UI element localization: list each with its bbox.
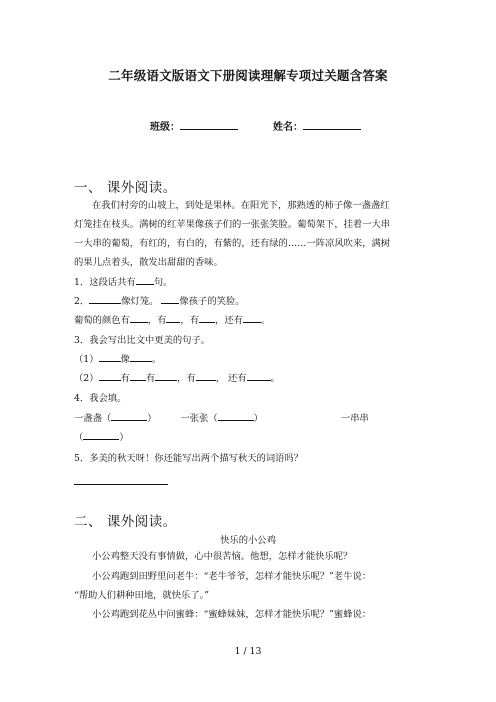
answer-blank[interactable]	[130, 314, 148, 323]
name-blank[interactable]	[303, 120, 361, 130]
passage-line: 小公鸡整天没有事情做，心中很苦恼。他想，怎样才能快乐呢？	[92, 551, 353, 562]
answer-line[interactable]	[74, 484, 168, 485]
q4-text: ）	[119, 432, 129, 443]
answer-blank[interactable]	[99, 372, 121, 381]
passage-line: 小公鸡跑到花丛中问蜜蜂：“蜜蜂妹妹，怎样才能快乐呢？”蜜蜂说：	[92, 609, 372, 620]
answer-blank[interactable]	[166, 314, 180, 323]
q2-text: ，有	[180, 315, 200, 326]
section-2-heading: 二、 课外阅读。	[74, 514, 177, 530]
q3-text: 有	[145, 373, 156, 384]
q4-text: ）	[147, 413, 157, 424]
q1-end: 句。	[153, 277, 173, 288]
answer-blank[interactable]	[130, 372, 146, 381]
question-3-1	[74, 353, 161, 366]
q1-text: 1．这段话共有	[74, 277, 136, 288]
q2-text: 像孩子的笑脸。	[179, 296, 245, 307]
answer-blank[interactable]	[247, 372, 271, 381]
answer-blank[interactable]	[111, 412, 147, 421]
passage-line: 小公鸡跑到田野里问老牛：“老牛爷爷，怎样才能快乐呢？”老牛说：	[92, 571, 372, 582]
question-2-colors	[74, 314, 270, 327]
q3-text: ，有	[177, 373, 196, 384]
q2-num: 2．	[74, 296, 90, 307]
q4-text: 一盏盏（	[74, 413, 112, 424]
q3-text: 有	[120, 373, 130, 384]
q3-text: 像	[120, 354, 130, 365]
answer-blank[interactable]	[130, 353, 152, 362]
answer-blank[interactable]	[218, 412, 254, 421]
question-1	[74, 276, 172, 289]
section-1-heading: 一、 课外阅读。	[74, 180, 177, 196]
question-4-items-cont	[74, 431, 129, 444]
passage-line: 的果儿点着头，散发出甜甜的香味。	[74, 257, 223, 268]
q2-text: ，有	[147, 315, 167, 326]
q2-text: 。	[260, 315, 271, 326]
page-number: 1 / 13	[234, 646, 262, 657]
answer-blank[interactable]	[243, 314, 261, 323]
question-3: 3．我会写出比文中更美的句子。	[74, 335, 211, 346]
name-label: 姓名：	[272, 122, 303, 133]
document-title: 二年级语文版语文下册阅读理解专项过关题含答案	[108, 68, 388, 83]
q2-text: 葡萄的颜色有	[74, 315, 130, 326]
q4-text: （	[74, 432, 84, 443]
answer-blank[interactable]	[161, 295, 179, 304]
answer-blank[interactable]	[155, 372, 177, 381]
q3-text: 。	[270, 373, 280, 384]
answer-blank[interactable]	[136, 276, 154, 285]
passage-line: 灯笼挂在枝头。满树的红苹果像孩子们的一张张笑脸。葡萄架下，挂着一大串	[74, 219, 391, 230]
passage-line: “帮助人们耕种田地，就快乐了。”	[74, 590, 210, 601]
answer-blank[interactable]	[99, 353, 121, 362]
q2-text: ，还有	[215, 315, 243, 326]
q3-text: （1）	[74, 354, 99, 365]
q2-text: 像灯笼。	[121, 296, 159, 307]
answer-blank[interactable]	[89, 295, 121, 304]
story-title: 快乐的小公鸡	[220, 535, 276, 546]
answer-blank[interactable]	[83, 431, 119, 440]
answer-blank[interactable]	[196, 372, 216, 381]
question-5: 5．多美的秋天呀！你还能写出两个描写秋天的词语吗？	[74, 453, 304, 464]
passage-line: 一大串的葡萄，有红的，有白的，有紫的，还有绿的……一阵凉风吹来，满树	[74, 238, 391, 249]
q4-text: 一张张（	[180, 413, 218, 424]
q3-text: ， 还有	[215, 373, 247, 384]
student-info-row	[150, 118, 361, 133]
q3-text: 。	[151, 354, 162, 365]
class-label: 班级：	[150, 122, 180, 133]
answer-blank[interactable]	[199, 314, 215, 323]
class-blank[interactable]	[180, 120, 238, 130]
question-4-items	[74, 412, 369, 425]
question-3-2	[74, 372, 280, 385]
question-4: 4．我会填。	[74, 393, 127, 404]
q3-text: （2）	[74, 373, 99, 384]
q4-text: ）	[253, 413, 263, 424]
passage-line: 在我们村旁的山坡上，到处是果林。在阳光下，那熟透的柿子像一盏盏红	[92, 200, 390, 211]
q4-text: 一串串	[340, 413, 369, 424]
question-2	[74, 295, 245, 308]
